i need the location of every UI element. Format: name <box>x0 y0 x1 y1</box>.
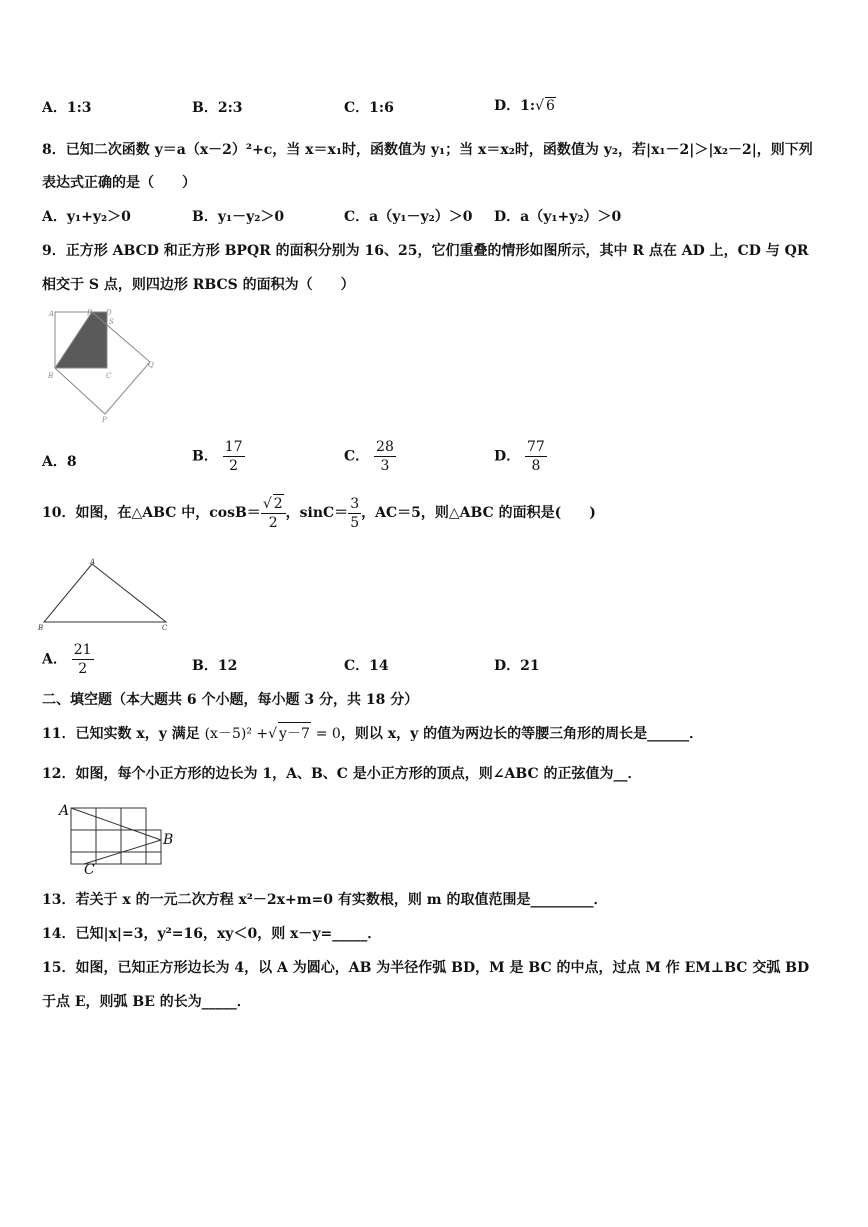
q14-stem: 14．已知|x|=3，y²=16，xy＜0，则 x－y=_____． <box>42 926 382 942</box>
q10-option-d: D．21 <box>494 658 540 674</box>
q9-label-s: S <box>109 318 114 326</box>
q7-option-b: B．2:3 <box>192 100 243 116</box>
q15-stem-line1: 15．如图，已知正方形边长为 4，以 A 为圆心，AB 为半径作弧 BD，M 是 BC 的中点，过点 M 作 EM⊥BC 交弧 BD <box>42 960 810 976</box>
q10-stem: 10．如图，在△ABC 中，cosB＝ $\frac{√ 2}{2}$ ，sinC＝ $\frac{3}{5}$ ，AC＝5，则△ABC 的面积是( ) <box>42 495 596 531</box>
section-heading-fill-in: 二、填空题（本大题共 6 个小题，每小题 3 分，共 18 分） <box>42 692 419 708</box>
q10-label-c: C <box>162 624 168 632</box>
q9-label-b: B <box>48 372 54 380</box>
q12-figure <box>56 798 186 878</box>
q12-label-c: C <box>84 862 95 878</box>
q7-option-c: C．1:6 <box>344 100 394 116</box>
q9-label-q: Q <box>148 361 154 369</box>
q10-label-a: A <box>90 558 96 566</box>
q9-label-p: P <box>102 416 107 424</box>
q10-figure <box>36 556 176 634</box>
q9-stem-line2: 相交于 S 点，则四边形 RBCS 的面积为（ ） <box>42 277 355 293</box>
q8-option-a: A．y₁+y₂＞0 <box>42 209 131 225</box>
q9-shaded-region <box>55 312 107 368</box>
q10-label-b: B <box>38 624 44 632</box>
q12-grid <box>71 808 161 864</box>
q9-figure <box>38 306 168 426</box>
q15-stem-line2: 于点 E，则弧 BE 的长为_____． <box>42 994 251 1010</box>
q10-option-a: A． $\frac{21}{2}$ <box>42 642 92 677</box>
fraction: $\frac{17}{2}$ <box>224 439 243 474</box>
q12-label-a: A <box>59 803 70 819</box>
q9-label-r: R <box>87 309 93 317</box>
q8-option-d: D．a（y₁+y₂）＞0 <box>494 209 622 225</box>
q10-triangle <box>44 564 166 622</box>
q8-option-c: C．a（y₁－y₂）＞0 <box>344 209 473 225</box>
q8-stem-line1: 8．已知二次函数 y＝a（x－2）²+c，当 x＝x₁时，函数值为 y₁；当 x＝x₂时，函数值为 y₂，若|x₁－2|＞|x₂－2|，则下列 <box>42 142 813 158</box>
q9-label-d: D <box>106 309 112 317</box>
q7-option-d: D．1:√ 6 <box>494 98 555 114</box>
q9-option-d: D． $\frac{77}{8}$ <box>494 439 545 474</box>
q9-option-b: B． $\frac{17}{2}$ <box>192 439 243 474</box>
q10-option-b: B．12 <box>192 658 238 674</box>
q13-stem: 13．若关于 x 的一元二次方程 x²－2x+m=0 有实数根，则 m 的取值范围是_________． <box>42 892 608 908</box>
q8-stem-line2: 表达式正确的是（ ） <box>42 175 196 191</box>
q11-stem: 11．已知实数 x，y 满足 (x－5)² +√ y－7 = 0，则以 x，y 的值为两边长的等腰三角形的周长是______． <box>42 722 703 743</box>
fraction: $\frac{21}{2}$ <box>73 642 92 677</box>
fraction: $\frac{77}{8}$ <box>527 439 545 474</box>
fraction: $\frac{28}{3}$ <box>376 439 394 474</box>
q8-option-b: B．y₁－y₂＞0 <box>192 209 285 225</box>
q9-stem-line1: 9．正方形 ABCD 和正方形 BPQR 的面积分别为 16、25，它们重叠的情形如图所示，其中 R 点在 AD 上，CD 与 QR <box>42 243 809 259</box>
q12-stem: 12．如图，每个小正方形的边长为 1，A、B、C 是小正方形的顶点，则∠ABC 的正弦值为__． <box>42 766 642 782</box>
q9-option-c: C． $\frac{28}{3}$ <box>344 439 394 474</box>
q10-option-c: C．14 <box>344 658 389 674</box>
cos-fraction: $\frac{√ 2}{2}$ <box>261 494 286 532</box>
q7-option-a: A．1:3 <box>42 100 92 116</box>
sin-fraction: $\frac{3}{5}$ <box>350 495 360 531</box>
q9-label-a: A <box>49 310 55 318</box>
q9-option-a: A．8 <box>42 454 77 470</box>
q12-label-b: B <box>163 832 174 848</box>
q9-label-c: C <box>106 372 112 380</box>
